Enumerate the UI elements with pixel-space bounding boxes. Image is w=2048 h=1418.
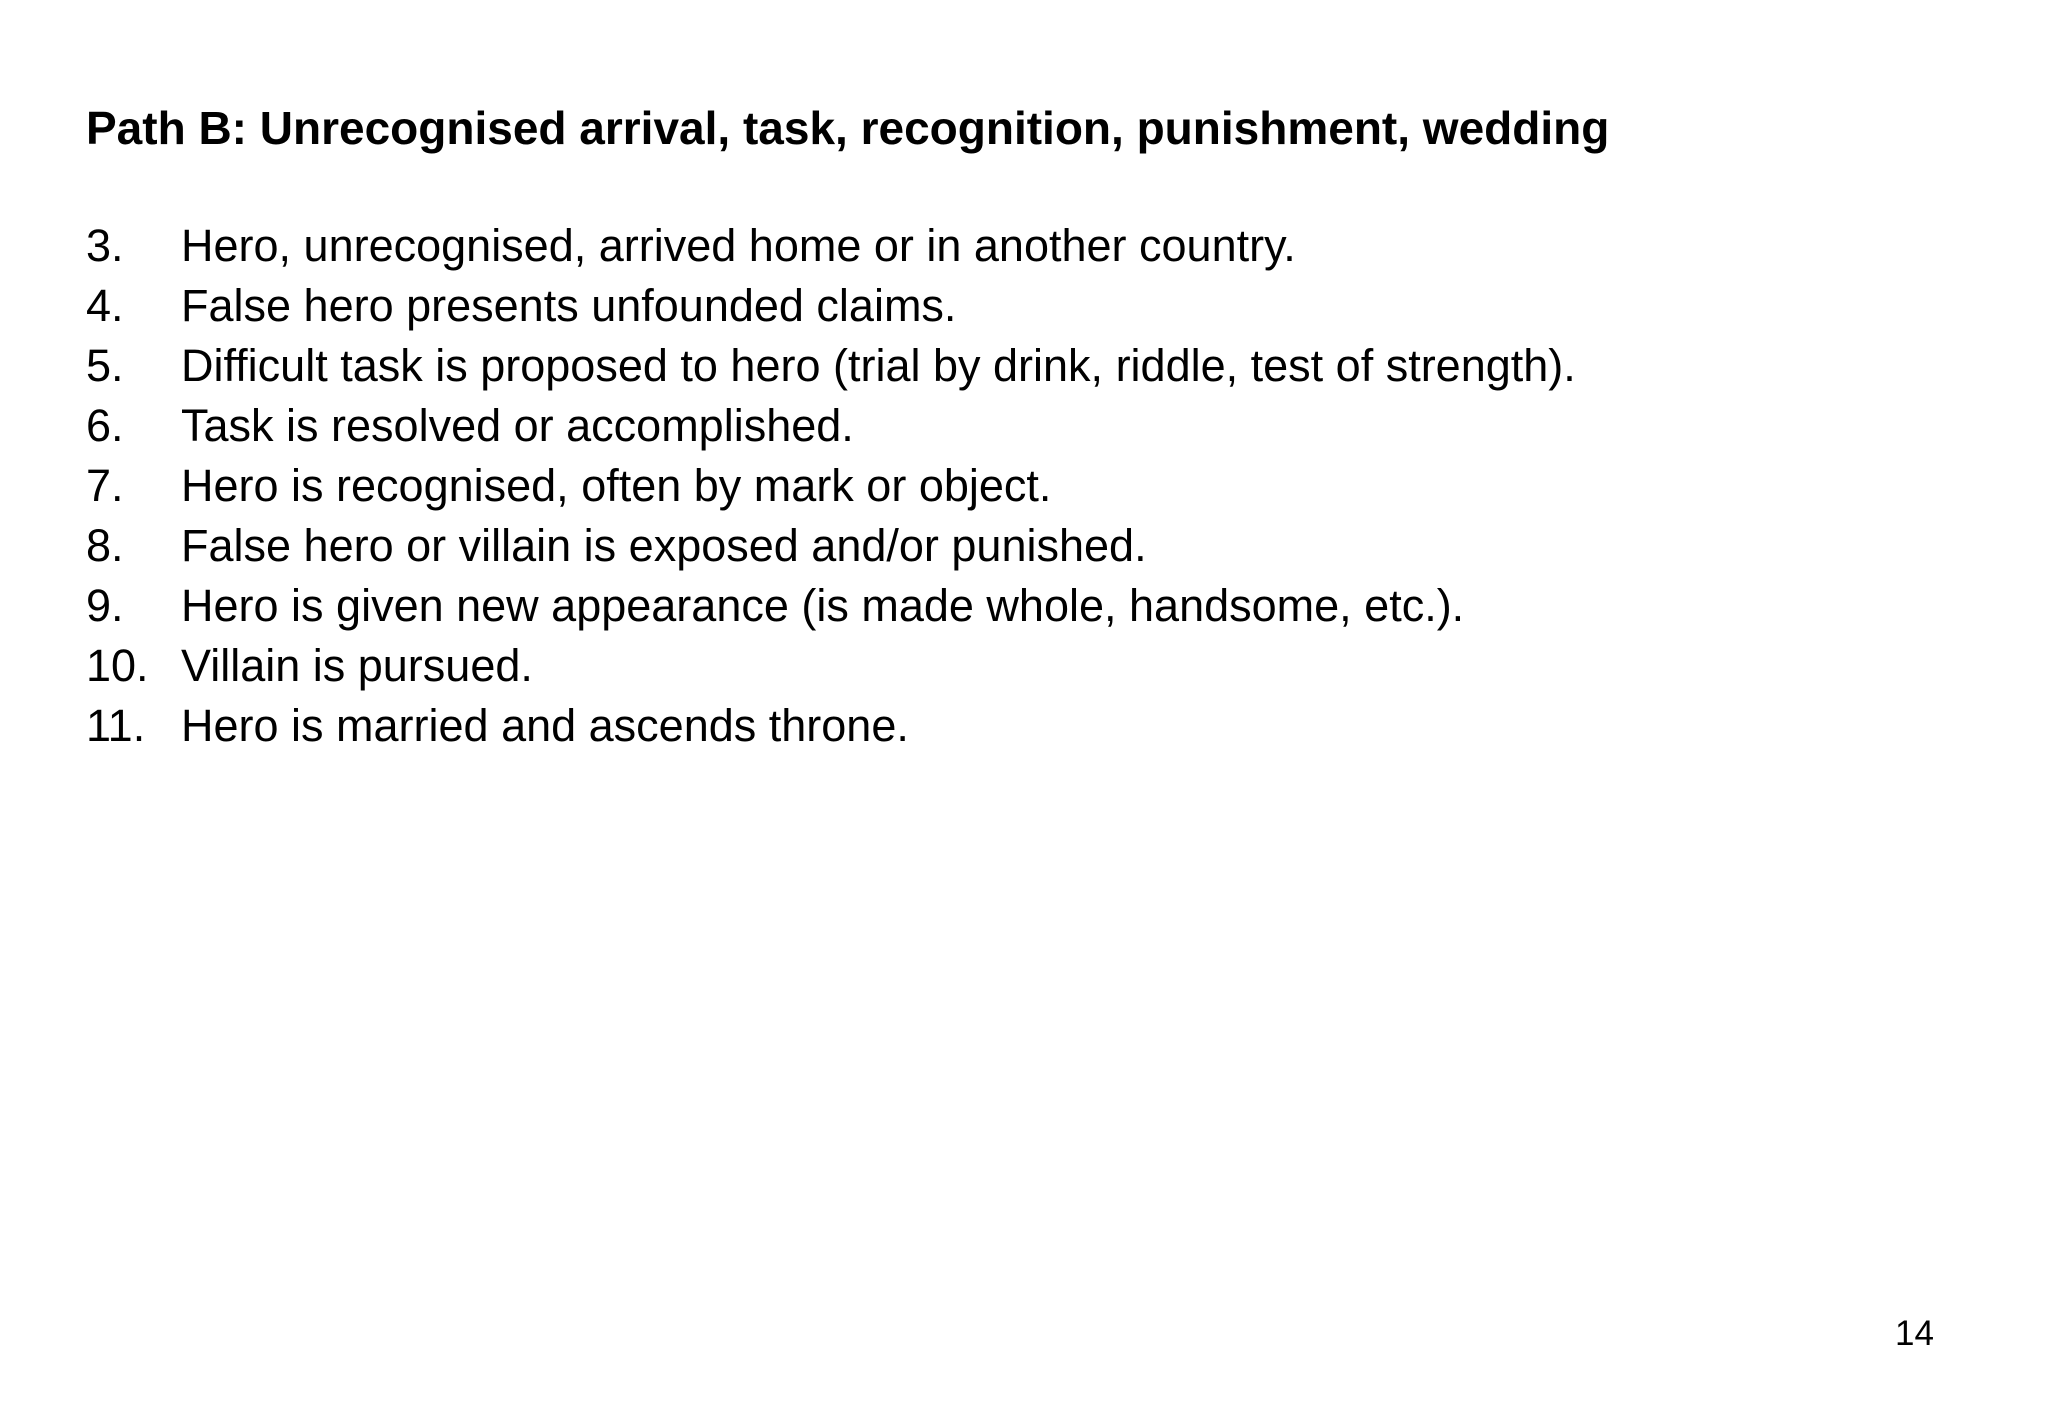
step-number: 8. bbox=[86, 520, 124, 571]
step-number: 7. bbox=[86, 460, 124, 511]
step-text: Villain is pursued. bbox=[181, 640, 533, 691]
list-item bbox=[86, 336, 1576, 396]
step-text: Hero is married and ascends throne. bbox=[181, 700, 909, 751]
step-number: 6. bbox=[86, 400, 124, 451]
step-text: False hero presents unfounded claims. bbox=[181, 280, 957, 331]
step-text: Task is resolved or accomplished. bbox=[181, 400, 854, 451]
list-item bbox=[86, 576, 1576, 636]
list-item bbox=[86, 456, 1576, 516]
list-item bbox=[86, 636, 1576, 696]
step-number: 9. bbox=[86, 580, 124, 631]
steps-list bbox=[86, 216, 1576, 756]
step-number: 11. bbox=[86, 700, 146, 751]
step-text: Hero is given new appearance (is made whole, handsome, etc.). bbox=[181, 580, 1465, 631]
step-text: False hero or villain is exposed and/or punished. bbox=[181, 520, 1147, 571]
list-item bbox=[86, 696, 1576, 756]
list-item bbox=[86, 276, 1576, 336]
step-text: Hero is recognised, often by mark or object. bbox=[181, 460, 1052, 511]
slide-heading: Path B: Unrecognised arrival, task, recognition, punishment, wedding bbox=[86, 102, 1610, 154]
step-number: 3. bbox=[86, 220, 124, 271]
step-text: Difficult task is proposed to hero (trial by drink, riddle, test of strength). bbox=[181, 340, 1576, 391]
step-text: Hero, unrecognised, arrived home or in another country. bbox=[181, 220, 1296, 271]
list-item bbox=[86, 396, 1576, 456]
step-number: 5. bbox=[86, 340, 124, 391]
step-number: 10. bbox=[86, 640, 149, 691]
list-item bbox=[86, 216, 1576, 276]
list-item bbox=[86, 516, 1576, 576]
page-number: 14 bbox=[1895, 1314, 1934, 1353]
step-number: 4. bbox=[86, 280, 124, 331]
